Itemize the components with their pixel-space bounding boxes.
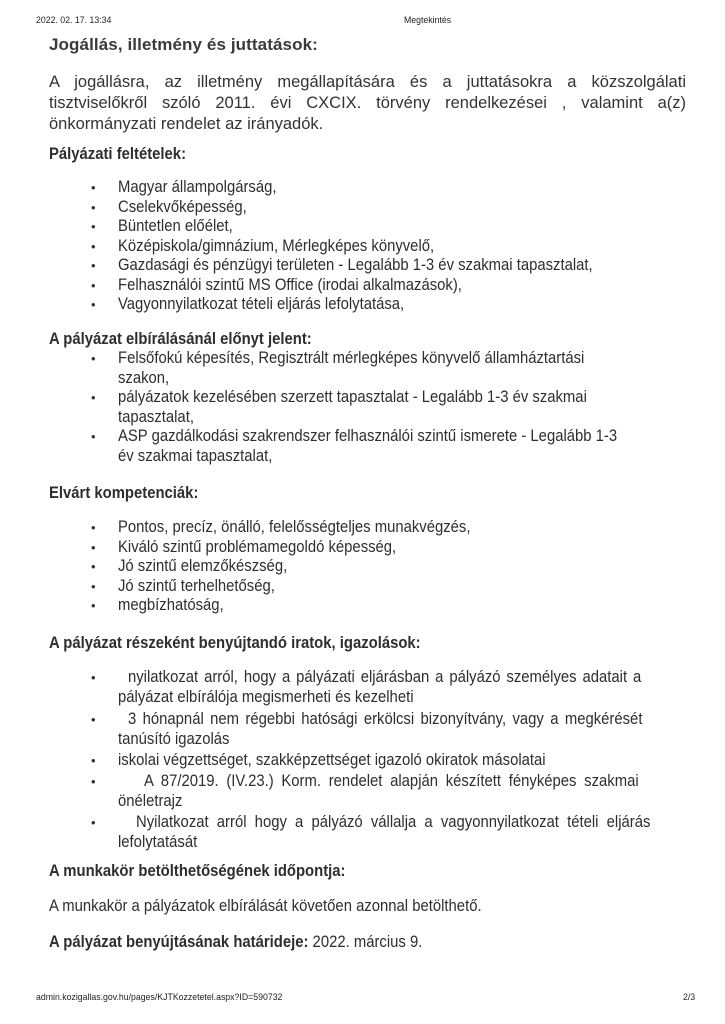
documents-list <box>86 668 686 853</box>
list-item: • Jó szintű elemzőkészség, <box>91 557 288 575</box>
bullet-icon: • <box>91 219 96 234</box>
bullet-icon: • <box>91 258 96 273</box>
bullet-icon: • <box>91 712 96 727</box>
list-item: • Magyar állampolgárság, <box>91 178 277 196</box>
bullet-icon: • <box>91 238 96 254</box>
bullet-icon: • <box>91 199 96 215</box>
documents-heading: A pályázat részeként benyújtandó iratok, igazolások: <box>49 634 421 652</box>
list-item-continuation: szakon, <box>118 368 170 387</box>
advantages-list <box>86 349 673 466</box>
bullet-icon: • <box>91 598 96 613</box>
bullet-icon: • <box>91 753 96 768</box>
requirements-heading: Pályázati feltételek: <box>49 145 187 163</box>
advantages-heading: A pályázat elbírálásánál előnyt jelent: <box>49 330 312 348</box>
page-number: 2/3 <box>683 992 696 1003</box>
bullet-icon: • <box>91 180 96 195</box>
list-item: • Felsőfokú képesítés, Regisztrált mérlegképes könyvelő államháztartási <box>91 349 585 367</box>
bullet-icon: • <box>91 351 96 366</box>
print-datetime: 2022. 02. 17. 13:34 <box>36 15 112 26</box>
list-item: • Büntetlen előélet, <box>91 217 233 235</box>
list-item: • Jó szintű terhelhetőség, <box>91 576 275 595</box>
bullet-icon: • <box>91 390 96 405</box>
list-item-continuation: év szakmai tapasztalat, <box>118 446 273 465</box>
start-date-text: A munkakör a pályázatok elbírálását követően azonnal betölthető. <box>49 897 482 915</box>
start-date-heading: A munkakör betölthetőségének időpontja: <box>49 862 346 880</box>
bullet-icon: • <box>91 539 96 555</box>
deadline-value: 2022. március 9. <box>312 933 423 951</box>
bullet-icon: • <box>91 774 96 789</box>
list-item: • megbízhatóság, <box>91 596 224 614</box>
bullet-icon: • <box>91 578 96 594</box>
competencies-heading: Elvárt kompetenciák: <box>49 484 199 502</box>
list-item: • ASP gazdálkodási szakrendszer felhasználói szintű ismerete - Legalább 1-3 <box>91 427 618 445</box>
list-item: • Középiskola/gimnázium, Mérlegképes könyvelő, <box>91 236 435 255</box>
bullet-icon: • <box>91 559 96 574</box>
list-item: • A 87/2019. (IV.23.) Korm. rendelet alapján készített fényképes szakmai önéletrajz <box>91 772 639 810</box>
bullet-icon: • <box>91 429 96 444</box>
list-item: • Vagyonnyilatkozat tételi eljárás lefolytatása, <box>91 295 405 313</box>
legal-status-heading: Jogállás, illetmény és juttatások: <box>49 35 318 54</box>
print-page-title: Megtekintés <box>404 15 452 26</box>
print-url: admin.kozigallas.gov.hu/pages/KJTKozzetetel.aspx?ID=590732 <box>36 992 283 1003</box>
list-item: • 3 hónapnál nem régebbi hatósági erkölcsi bizonyítvány, vagy a megkérését tanúsító igazolás <box>91 710 643 748</box>
bullet-icon: • <box>91 670 96 685</box>
list-item: • Pontos, precíz, önálló, felelősségteljes munakvégzés, <box>91 518 471 536</box>
bullet-icon: • <box>91 815 96 830</box>
legal-status-line: A jogállásra, az illetmény megállapítására és a juttatásokra a közszolgálati <box>49 73 686 91</box>
deadline-label: A pályázat benyújtásának határideje: <box>49 933 309 951</box>
list-item: • Cselekvőképesség, <box>91 197 247 216</box>
list-item: • Kiváló szintű problémamegoldó képesség, <box>91 537 397 556</box>
bullet-icon: • <box>91 297 96 312</box>
list-item: • pályázatok kezelésében szerzett tapasztalat - Legalább 1-3 év szakmai <box>91 388 587 406</box>
competencies-list <box>86 518 510 616</box>
list-item: • iskolai végzettséget, szakképzettséget igazoló okiratok másolatai <box>91 751 546 769</box>
list-item: • Nyilatkozat arról hogy a pályázó vállalja a vagyonnyilatkozat tételi eljárás lefolytatását <box>91 813 651 851</box>
list-item: • Gazdasági és pénzügyi területen - Legalább 1-3 év szakmai tapasztalat, <box>91 256 593 274</box>
legal-status-line: tisztviselőkről szóló 2011. évi CXCIX. törvény rendelkezései , valamint a(z) <box>49 94 686 112</box>
list-item: • nyilatkozat arról, hogy a pályázati eljárásban a pályázó személyes adatait a pályázat elbírálója megismerheti és kezelheti <box>91 668 642 706</box>
legal-status-line: önkormányzati rendelet az irányadók. <box>49 115 324 133</box>
bullet-icon: • <box>91 277 96 293</box>
bullet-icon: • <box>91 520 96 535</box>
requirements-list <box>86 178 645 315</box>
legal-status-paragraph <box>49 72 686 135</box>
list-item-continuation: tapasztalat, <box>118 407 194 426</box>
deadline-line <box>49 933 422 952</box>
list-item: • Felhasználói szintű MS Office (irodai alkalmazások), <box>91 275 462 294</box>
